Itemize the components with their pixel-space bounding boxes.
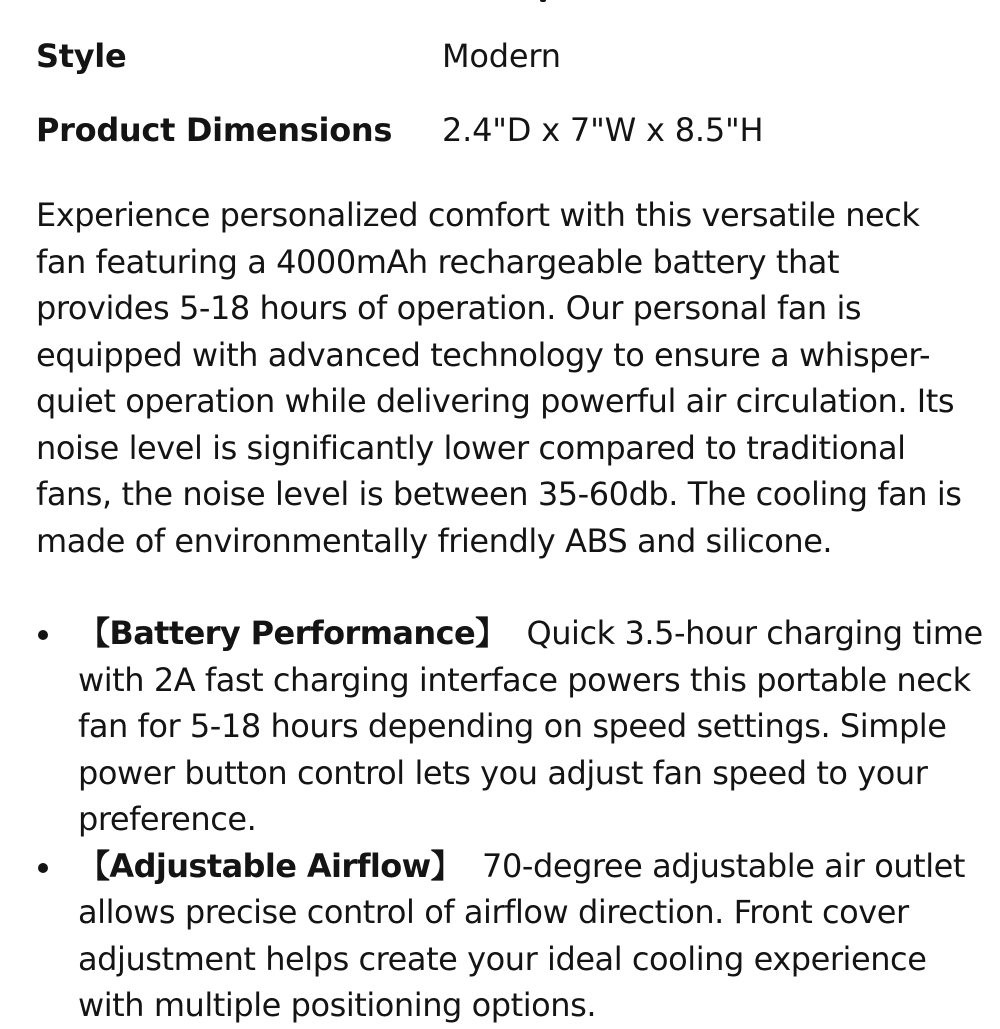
spec-row-dimensions — [36, 110, 976, 150]
feature-title-battery: 【Battery Performance】 — [78, 614, 507, 652]
spec-label-style: Style — [36, 37, 127, 75]
feature-title-airflow: 【Adjustable Airflow】 — [78, 846, 463, 885]
spec-value-style: Modern — [442, 37, 561, 75]
cutoff-glyph — [540, 0, 546, 2]
feature-text-airflow: 70-degree adjustable air outlet allows precise control of airflow direction. Front cover adjustment helps create your ideal cooling experience with multiple positioning options. — [78, 846, 966, 1024]
feature-item-battery — [0, 610, 990, 843]
feature-item-airflow — [0, 843, 990, 1029]
spec-value-dimensions: 2.4"D x 7"W x 8.5"H — [442, 111, 764, 149]
bullet-icon — [38, 630, 48, 640]
spec-row-style — [36, 36, 976, 76]
product-description: Experience personalized comfort with this versatile neck fan featuring a 4000mAh rechargeable battery that provides 5-18 hours of operation. Our personal fan is equipped with advanced technology to ensure a whisper-quiet operation while delivering powerful air circulation. Its noise level is significantly lower compared to traditional fans, the noise level is between 35-60db. The cooling fan is made of environmentally friendly ABS and silicone. — [36, 196, 962, 560]
feature-list — [0, 610, 990, 1029]
bullet-icon — [38, 863, 48, 873]
feature-text-battery: Quick 3.5-hour charging time with 2A fast charging interface powers this portable neck fan for 5-18 hours depending on speed settings. Simple power button control lets you adjust fan speed to your preference. — [78, 614, 983, 838]
spec-label-dimensions: Product Dimensions — [36, 111, 393, 149]
